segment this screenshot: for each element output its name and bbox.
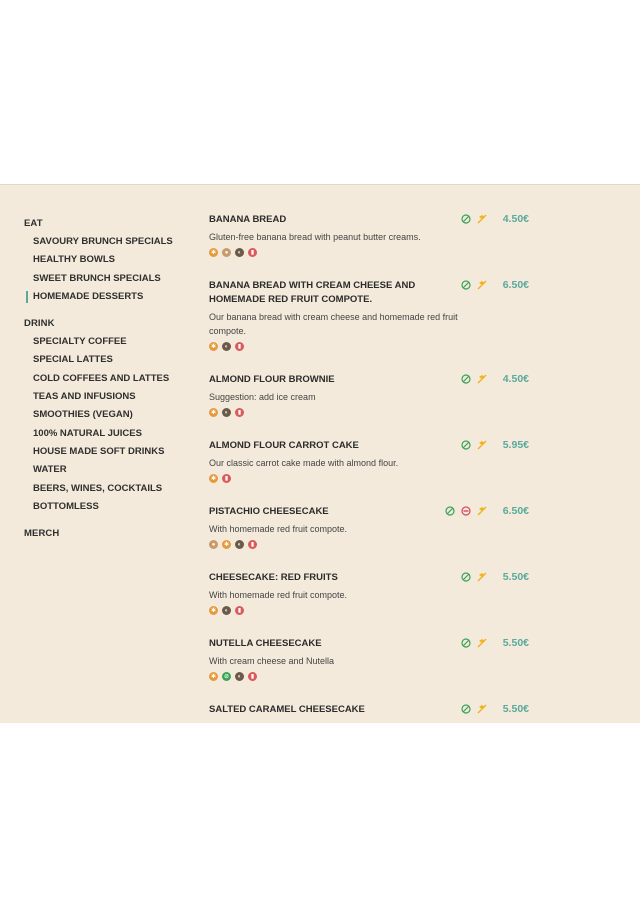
menu-item[interactable]: [209, 373, 529, 439]
wheat-icon: ✱: [210, 607, 217, 614]
sugar-slash-icon: [477, 704, 487, 714]
category-sidebar: [24, 215, 194, 543]
allergen-list: [209, 408, 529, 417]
item-name: BANANA BREAD: [209, 214, 287, 225]
item-price: 5.50€: [502, 571, 529, 583]
sidebar-item-specialty-coffee[interactable]: SPECIALTY COFFEE: [33, 336, 127, 348]
item-price: 6.50€: [502, 505, 529, 517]
allergen-list: [209, 540, 529, 549]
item-description: Our banana bread with cream cheese and homemade red fruit compote.: [209, 312, 458, 336]
menu-panel: [0, 184, 640, 723]
sidebar-item-bottomless[interactable]: BOTTOMLESS: [33, 500, 99, 512]
item-name: NUTELLA CHEESECAKE: [209, 638, 322, 649]
sidebar-item-beers-wines-cocktails[interactable]: BEERS, WINES, COCKTAILS: [33, 482, 163, 494]
item-name: BANANA BREAD WITH CREAM CHEESE AND HOMEMADE RED FRUIT COMPOTE.: [209, 280, 416, 305]
sidebar-item-cold-coffees-and-lattes[interactable]: COLD COFFEES AND LATTES: [33, 372, 170, 384]
egg-icon: ◐: [222, 342, 231, 351]
sidebar-item-water[interactable]: WATER: [33, 464, 67, 476]
item-badges: [461, 373, 529, 385]
menu-items-list: [209, 213, 529, 723]
item-description: With homemade red fruit compote.: [209, 590, 348, 600]
menu-item[interactable]: [209, 703, 529, 723]
peanut-icon: ●: [209, 540, 218, 549]
allergen-list: [209, 248, 529, 257]
category-drink[interactable]: DRINK: [24, 318, 55, 330]
allergen-list: [209, 606, 529, 615]
sugar-slash-icon: [477, 440, 487, 450]
menu-item[interactable]: [209, 279, 529, 373]
item-description: Our classic carrot cake made with almond flour.: [209, 458, 399, 468]
egg-icon: ◐: [222, 408, 231, 417]
dairy-icon: ▮: [248, 540, 257, 549]
dairy-icon: ▮: [235, 606, 244, 615]
sidebar-item-savoury-brunch-specials[interactable]: SAVOURY BRUNCH SPECIALS: [33, 236, 173, 247]
menu-item[interactable]: [209, 213, 529, 279]
wheat-icon: ✱: [223, 541, 230, 548]
item-description: Gluten-free banana bread with peanut butter creams.: [209, 232, 421, 242]
item-price: 5.95€: [502, 439, 529, 451]
item-price: 5.50€: [502, 703, 529, 715]
menu-item[interactable]: [209, 439, 529, 505]
wheat-icon: ✱: [210, 409, 217, 416]
item-description: Suggestion: add ice cream: [209, 392, 316, 402]
leaf-slash-icon: [461, 374, 471, 384]
allergen-list: [209, 474, 529, 483]
wheat-icon: ✱: [210, 673, 217, 680]
wheat-icon: ✱: [210, 475, 217, 482]
item-price: 6.50€: [502, 279, 529, 291]
sugar-slash-icon: [477, 506, 487, 516]
leaf-slash-icon: [461, 638, 471, 648]
item-name: SALTED CARAMEL CHEESECAKE: [209, 704, 365, 715]
egg-icon: ◐: [235, 672, 244, 681]
sidebar-item-house-made-soft-drinks[interactable]: HOUSE MADE SOFT DRINKS: [33, 445, 165, 457]
dairy-icon: ▮: [248, 672, 257, 681]
leaf-slash-icon: [461, 280, 471, 290]
item-name: PISTACHIO CHEESECAKE: [209, 506, 329, 517]
item-badges: [461, 213, 529, 225]
leaf-slash-icon: [461, 440, 471, 450]
item-badges: [461, 703, 529, 715]
dairy-icon: ▮: [235, 342, 244, 351]
item-badges: [461, 637, 529, 649]
sidebar-item-natural-juices[interactable]: 100% NATURAL JUICES: [33, 427, 142, 439]
item-badges: [461, 439, 529, 451]
sidebar-item-teas-and-infusions[interactable]: TEAS AND INFUSIONS: [33, 391, 136, 403]
sugar-slash-icon: [477, 572, 487, 582]
dairy-icon: ▮: [235, 408, 244, 417]
item-description: With cream cheese and Nutella: [209, 656, 335, 666]
menu-item[interactable]: [209, 637, 529, 703]
item-badges: [445, 505, 529, 517]
leaf-slash-icon: [461, 214, 471, 224]
peanut-icon: ●: [222, 248, 231, 257]
menu-item[interactable]: [209, 505, 529, 571]
sidebar-item-healthy-bowls[interactable]: HEALTHY BOWLS: [33, 254, 115, 266]
item-name: CHEESECAKE: RED FRUITS: [209, 572, 338, 583]
egg-icon: ◐: [235, 248, 244, 257]
category-merch[interactable]: MERCH: [24, 528, 60, 540]
item-price: 4.50€: [502, 213, 529, 225]
category-eat[interactable]: EAT: [24, 218, 43, 229]
wheat-icon: ✱: [210, 249, 217, 256]
allergen-list: [209, 342, 529, 351]
item-badges: [461, 571, 529, 583]
sugar-slash-icon: [477, 374, 487, 384]
menu-item[interactable]: [209, 571, 529, 637]
item-name: ALMOND FLOUR CARROT CAKE: [209, 440, 359, 451]
leaf-slash-icon: [445, 506, 455, 516]
sidebar-item-smoothies-vegan[interactable]: SMOOTHIES (VEGAN): [33, 409, 133, 421]
nuts-icon: ⊘: [223, 673, 230, 680]
item-price: 5.50€: [502, 637, 529, 649]
wheat-icon: ✱: [210, 343, 217, 350]
sidebar-item-special-lattes[interactable]: SPECIAL LATTES: [33, 354, 113, 366]
egg-icon: ◐: [235, 540, 244, 549]
leaf-slash-icon: [461, 704, 471, 714]
sugar-slash-icon: [477, 280, 487, 290]
sugar-slash-icon: [477, 214, 487, 224]
item-badges: [461, 279, 529, 291]
sugar-slash-icon: [477, 638, 487, 648]
allergen-list: [209, 672, 529, 681]
item-name: ALMOND FLOUR BROWNIE: [209, 374, 335, 385]
no-dairy-icon: [461, 506, 471, 516]
dairy-icon: ▮: [248, 248, 257, 257]
sidebar-item-sweet-brunch-specials[interactable]: SWEET BRUNCH SPECIALS: [33, 272, 161, 284]
item-description: With homemade red fruit compote.: [209, 524, 348, 534]
egg-icon: ◐: [222, 606, 231, 615]
item-price: 4.50€: [502, 373, 529, 385]
sidebar-item-homemade-desserts[interactable]: HOMEMADE DESSERTS: [24, 288, 194, 306]
dairy-icon: ▮: [222, 474, 231, 483]
leaf-slash-icon: [461, 572, 471, 582]
